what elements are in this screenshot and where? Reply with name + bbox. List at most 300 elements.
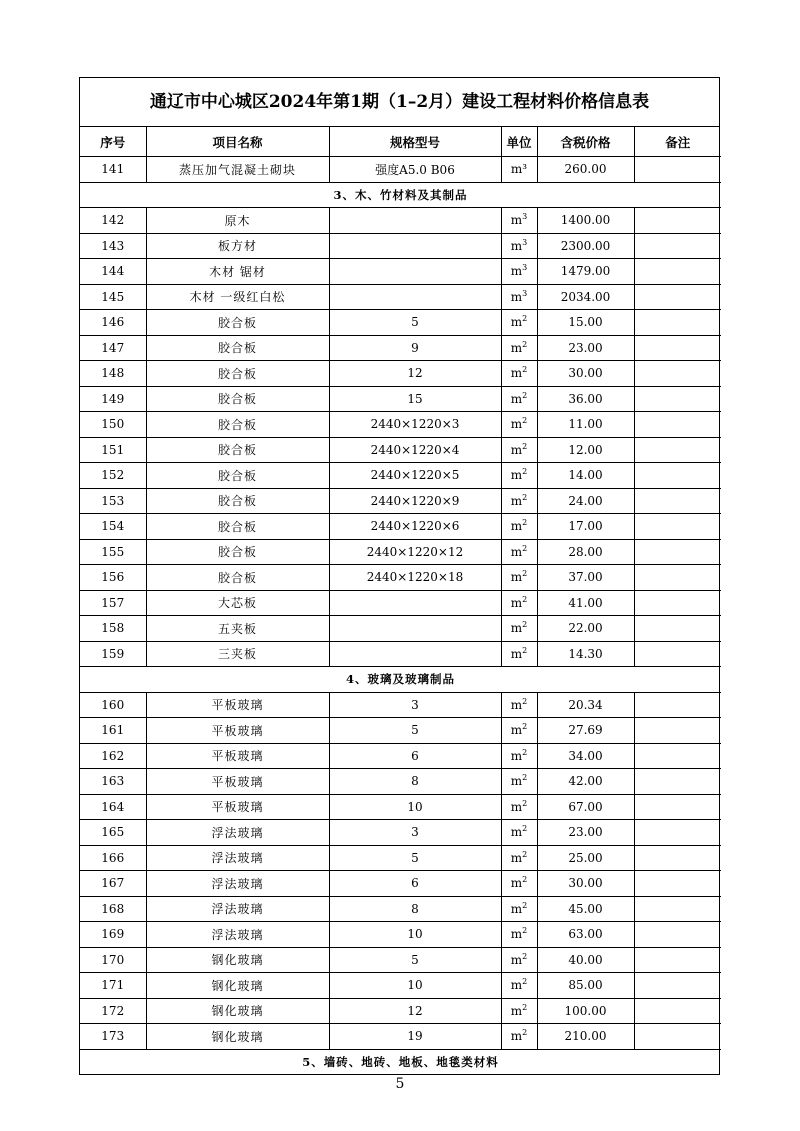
unit-exponent: 2 <box>522 441 528 451</box>
cell-spec: 3 <box>329 692 501 718</box>
cell-no: 146 <box>80 310 146 336</box>
cell-no: 165 <box>80 820 146 846</box>
unit-base: m <box>510 952 523 967</box>
cell-unit <box>501 896 537 922</box>
table-row <box>80 488 721 514</box>
cell-note <box>634 514 721 540</box>
cell-unit <box>501 208 537 234</box>
cell-spec: 6 <box>329 871 501 897</box>
cell-note <box>634 412 721 438</box>
unit-exponent: 2 <box>522 722 528 732</box>
cell-spec: 12 <box>329 998 501 1024</box>
unit-base: m <box>510 442 523 457</box>
cell-spec: 5 <box>329 845 501 871</box>
unit-exponent: 2 <box>522 518 528 528</box>
unit-exponent: 2 <box>522 977 528 987</box>
cell-unit <box>501 820 537 846</box>
cell-spec: 8 <box>329 769 501 795</box>
cell-name: 钢化玻璃 <box>146 973 329 999</box>
cell-spec <box>329 616 501 642</box>
table-row <box>80 463 721 489</box>
table-row <box>80 361 721 387</box>
table-row <box>80 386 721 412</box>
cell-price: 63.00 <box>537 922 634 948</box>
unit-exponent: 2 <box>522 416 528 426</box>
cell-unit <box>501 769 537 795</box>
cell-name: 钢化玻璃 <box>146 1024 329 1050</box>
unit-exponent: 3 <box>522 237 528 247</box>
cell-note <box>634 488 721 514</box>
cell-price: 1479.00 <box>537 259 634 285</box>
cell-name: 蒸压加气混凝土砌块 <box>146 157 329 183</box>
cell-name: 浮法玻璃 <box>146 922 329 948</box>
cell-name: 板方材 <box>146 233 329 259</box>
unit-base: m <box>510 748 523 763</box>
unit-base: m <box>510 876 523 891</box>
cell-spec: 19 <box>329 1024 501 1050</box>
cell-no: 143 <box>80 233 146 259</box>
cell-spec: 9 <box>329 335 501 361</box>
cell-spec: 10 <box>329 794 501 820</box>
cell-note <box>634 845 721 871</box>
cell-unit <box>501 845 537 871</box>
cell-name: 浮法玻璃 <box>146 871 329 897</box>
cell-spec: 2440×1220×6 <box>329 514 501 540</box>
cell-price: 1400.00 <box>537 208 634 234</box>
cell-price: 17.00 <box>537 514 634 540</box>
cell-name: 平板玻璃 <box>146 718 329 744</box>
cell-price: 24.00 <box>537 488 634 514</box>
cell-no: 170 <box>80 947 146 973</box>
table-row <box>80 641 721 667</box>
unit-base: m <box>510 799 523 814</box>
cell-price: 27.69 <box>537 718 634 744</box>
cell-no: 169 <box>80 922 146 948</box>
cell-unit <box>501 310 537 336</box>
cell-note <box>634 616 721 642</box>
unit-base: m <box>510 238 523 253</box>
cell-price: 2034.00 <box>537 284 634 310</box>
cell-note <box>634 947 721 973</box>
unit-exponent: 2 <box>522 849 528 859</box>
table-row <box>80 820 721 846</box>
unit-exponent: 2 <box>522 645 528 655</box>
table-row <box>80 794 721 820</box>
unit-exponent: 2 <box>522 390 528 400</box>
cell-price: 36.00 <box>537 386 634 412</box>
unit-exponent: 2 <box>522 569 528 579</box>
cell-name: 大芯板 <box>146 590 329 616</box>
cell-unit <box>501 641 537 667</box>
unit-base: m <box>510 289 523 304</box>
cell-no: 166 <box>80 845 146 871</box>
table-row <box>80 590 721 616</box>
cell-name: 浮法玻璃 <box>146 820 329 846</box>
cell-unit <box>501 973 537 999</box>
cell-note <box>634 692 721 718</box>
cell-price: 30.00 <box>537 361 634 387</box>
cell-name: 浮法玻璃 <box>146 896 329 922</box>
unit-base: m <box>510 391 523 406</box>
table-row <box>80 743 721 769</box>
unit-exponent: 2 <box>522 620 528 630</box>
unit-base: m <box>510 468 523 483</box>
cell-no: 150 <box>80 412 146 438</box>
cell-spec: 2440×1220×9 <box>329 488 501 514</box>
cell-note <box>634 361 721 387</box>
cell-no: 161 <box>80 718 146 744</box>
cell-price: 11.00 <box>537 412 634 438</box>
table-row <box>80 973 721 999</box>
cell-unit <box>501 514 537 540</box>
cell-name: 胶合板 <box>146 539 329 565</box>
cell-unit <box>501 718 537 744</box>
cell-unit <box>501 361 537 387</box>
unit-exponent: 2 <box>522 339 528 349</box>
cell-price: 23.00 <box>537 820 634 846</box>
cell-name: 胶合板 <box>146 514 329 540</box>
unit-base: m <box>510 723 523 738</box>
cell-note <box>634 820 721 846</box>
cell-note <box>634 284 721 310</box>
cell-spec: 2440×1220×3 <box>329 412 501 438</box>
price-table-sheet <box>79 77 720 1075</box>
unit-exponent: 2 <box>522 314 528 324</box>
table-row <box>80 947 721 973</box>
unit-base: m <box>510 927 523 942</box>
cell-price: 67.00 <box>537 794 634 820</box>
cell-note <box>634 310 721 336</box>
cell-price: 14.30 <box>537 641 634 667</box>
page-number: 5 <box>395 1076 405 1092</box>
cell-spec: 10 <box>329 922 501 948</box>
cell-unit <box>501 692 537 718</box>
cell-price: 34.00 <box>537 743 634 769</box>
cell-name: 胶合板 <box>146 310 329 336</box>
cell-name: 胶合板 <box>146 386 329 412</box>
cell-no: 162 <box>80 743 146 769</box>
header-name: 项目名称 <box>146 127 329 157</box>
unit-exponent: 2 <box>522 467 528 477</box>
table-row <box>80 845 721 871</box>
unit-exponent: 2 <box>522 492 528 502</box>
cell-unit <box>501 157 537 183</box>
section-row <box>80 182 721 208</box>
table-row <box>80 539 721 565</box>
cell-price: 12.00 <box>537 437 634 463</box>
unit-base: m <box>510 774 523 789</box>
cell-unit <box>501 335 537 361</box>
cell-price: 14.00 <box>537 463 634 489</box>
cell-name: 木材 锯材 <box>146 259 329 285</box>
cell-no: 156 <box>80 565 146 591</box>
header-spec: 规格型号 <box>329 127 501 157</box>
cell-unit <box>501 616 537 642</box>
cell-name: 钢化玻璃 <box>146 998 329 1024</box>
cell-name: 平板玻璃 <box>146 769 329 795</box>
cell-name: 胶合板 <box>146 437 329 463</box>
cell-price: 23.00 <box>537 335 634 361</box>
unit-base: m <box>510 621 523 636</box>
cell-note <box>634 157 721 183</box>
unit-base: m <box>510 544 523 559</box>
cell-spec: 6 <box>329 743 501 769</box>
cell-spec <box>329 590 501 616</box>
unit-base: m <box>510 978 523 993</box>
cell-no: 149 <box>80 386 146 412</box>
unit-exponent: 3 <box>522 212 528 222</box>
cell-price: 28.00 <box>537 539 634 565</box>
unit-exponent: 2 <box>522 926 528 936</box>
cell-name: 钢化玻璃 <box>146 947 329 973</box>
cell-price: 100.00 <box>537 998 634 1024</box>
cell-note <box>634 565 721 591</box>
table-row <box>80 412 721 438</box>
cell-price: 42.00 <box>537 769 634 795</box>
cell-note <box>634 259 721 285</box>
cell-spec: 15 <box>329 386 501 412</box>
table-row <box>80 692 721 718</box>
cell-unit <box>501 259 537 285</box>
cell-price: 15.00 <box>537 310 634 336</box>
header-price: 含税价格 <box>537 127 634 157</box>
cell-no: 173 <box>80 1024 146 1050</box>
cell-note <box>634 463 721 489</box>
unit-exponent: 3 <box>522 288 528 298</box>
cell-no: 157 <box>80 590 146 616</box>
unit-exponent: 2 <box>522 824 528 834</box>
unit-base: m <box>510 315 523 330</box>
cell-spec: 强度A5.0 B06 <box>329 157 501 183</box>
unit-base: m <box>510 340 523 355</box>
cell-no: 141 <box>80 157 146 183</box>
cell-no: 148 <box>80 361 146 387</box>
cell-note <box>634 794 721 820</box>
cell-price: 30.00 <box>537 871 634 897</box>
cell-price: 20.34 <box>537 692 634 718</box>
cell-spec <box>329 259 501 285</box>
unit-base: m <box>510 646 523 661</box>
section-heading: 5、墙砖、地砖、地板、地毯类材料 <box>80 1049 721 1074</box>
cell-name: 五夹板 <box>146 616 329 642</box>
cell-note <box>634 896 721 922</box>
cell-spec: 5 <box>329 947 501 973</box>
cell-spec: 2440×1220×4 <box>329 437 501 463</box>
cell-unit <box>501 284 537 310</box>
cell-spec: 8 <box>329 896 501 922</box>
unit-base: m <box>510 213 523 228</box>
table-row <box>80 718 721 744</box>
cell-note <box>634 233 721 259</box>
cell-price: 85.00 <box>537 973 634 999</box>
cell-no: 155 <box>80 539 146 565</box>
cell-note <box>634 718 721 744</box>
cell-unit <box>501 565 537 591</box>
cell-unit <box>501 412 537 438</box>
cell-name: 胶合板 <box>146 361 329 387</box>
cell-unit <box>501 488 537 514</box>
table-row <box>80 565 721 591</box>
cell-no: 145 <box>80 284 146 310</box>
unit-exponent: 2 <box>522 365 528 375</box>
unit-exponent: 3 <box>522 263 528 273</box>
unit-base: m <box>510 570 523 585</box>
cell-no: 164 <box>80 794 146 820</box>
table-row <box>80 871 721 897</box>
unit-base: m <box>510 901 523 916</box>
table-row <box>80 896 721 922</box>
table-row <box>80 233 721 259</box>
cell-price: 25.00 <box>537 845 634 871</box>
cell-price: 37.00 <box>537 565 634 591</box>
table-row <box>80 922 721 948</box>
header-note: 备注 <box>634 127 721 157</box>
cell-price: 45.00 <box>537 896 634 922</box>
section-row <box>80 667 721 693</box>
unit-base: m <box>510 417 523 432</box>
cell-unit <box>501 947 537 973</box>
cell-note <box>634 539 721 565</box>
cell-note <box>634 437 721 463</box>
cell-name: 三夹板 <box>146 641 329 667</box>
cell-price: 22.00 <box>537 616 634 642</box>
unit-exponent: 2 <box>522 594 528 604</box>
table-row <box>80 259 721 285</box>
cell-price: 210.00 <box>537 1024 634 1050</box>
unit-base: m <box>510 1003 523 1018</box>
unit-exponent: 2 <box>522 798 528 808</box>
cell-name: 浮法玻璃 <box>146 845 329 871</box>
cell-unit <box>501 743 537 769</box>
cell-no: 144 <box>80 259 146 285</box>
unit-exponent: 2 <box>522 773 528 783</box>
cell-unit <box>501 590 537 616</box>
cell-spec: 2440×1220×18 <box>329 565 501 591</box>
table-row <box>80 1024 721 1050</box>
cell-no: 158 <box>80 616 146 642</box>
table-row <box>80 208 721 234</box>
unit-exponent: 2 <box>522 900 528 910</box>
cell-spec: 12 <box>329 361 501 387</box>
unit-base: m <box>510 519 523 534</box>
cell-no: 159 <box>80 641 146 667</box>
cell-note <box>634 386 721 412</box>
cell-name: 平板玻璃 <box>146 794 329 820</box>
unit-base: m <box>510 264 523 279</box>
header-no: 序号 <box>80 127 146 157</box>
cell-unit <box>501 437 537 463</box>
cell-unit <box>501 998 537 1024</box>
cell-no: 172 <box>80 998 146 1024</box>
cell-unit <box>501 539 537 565</box>
cell-no: 147 <box>80 335 146 361</box>
table-row <box>80 998 721 1024</box>
table-row <box>80 616 721 642</box>
table-row <box>80 335 721 361</box>
cell-name: 原木 <box>146 208 329 234</box>
unit-exponent: 2 <box>522 543 528 553</box>
unit-base: m <box>510 697 523 712</box>
cell-no: 151 <box>80 437 146 463</box>
cell-spec <box>329 208 501 234</box>
cell-no: 142 <box>80 208 146 234</box>
unit-exponent: 2 <box>522 951 528 961</box>
cell-price: 41.00 <box>537 590 634 616</box>
table-row <box>80 157 721 183</box>
unit-base: m <box>510 1029 523 1044</box>
cell-spec <box>329 233 501 259</box>
unit-base: m <box>510 595 523 610</box>
unit-base: m <box>510 493 523 508</box>
cell-unit <box>501 233 537 259</box>
cell-unit <box>501 794 537 820</box>
cell-no: 171 <box>80 973 146 999</box>
cell-unit <box>501 871 537 897</box>
cell-name: 平板玻璃 <box>146 743 329 769</box>
table-row <box>80 514 721 540</box>
cell-spec <box>329 641 501 667</box>
cell-name: 胶合板 <box>146 488 329 514</box>
section-heading: 4、玻璃及玻璃制品 <box>80 667 721 693</box>
cell-no: 153 <box>80 488 146 514</box>
cell-name: 胶合板 <box>146 463 329 489</box>
cell-note <box>634 998 721 1024</box>
cell-spec: 5 <box>329 718 501 744</box>
cell-unit <box>501 386 537 412</box>
unit-base: m <box>510 825 523 840</box>
cell-note <box>634 871 721 897</box>
cell-spec: 5 <box>329 310 501 336</box>
unit-exponent: 2 <box>522 875 528 885</box>
unit-base: m <box>510 366 523 381</box>
cell-name: 木材 一级红白松 <box>146 284 329 310</box>
cell-no: 163 <box>80 769 146 795</box>
section-row <box>80 1049 721 1074</box>
cell-note <box>634 973 721 999</box>
cell-name: 平板玻璃 <box>146 692 329 718</box>
table-row <box>80 437 721 463</box>
cell-spec: 2440×1220×12 <box>329 539 501 565</box>
table-title: 通辽市中心城区2024年第1期（1–2月）建设工程材料价格信息表 <box>80 78 719 127</box>
table-body <box>80 157 721 1075</box>
cell-spec <box>329 284 501 310</box>
cell-spec: 10 <box>329 973 501 999</box>
cell-price: 260.00 <box>537 157 634 183</box>
cell-unit <box>501 922 537 948</box>
cell-no: 168 <box>80 896 146 922</box>
cell-no: 167 <box>80 871 146 897</box>
cell-spec: 3 <box>329 820 501 846</box>
cell-spec: 2440×1220×5 <box>329 463 501 489</box>
cell-note <box>634 1024 721 1050</box>
header-row <box>80 127 721 157</box>
cell-note <box>634 335 721 361</box>
cell-no: 160 <box>80 692 146 718</box>
cell-note <box>634 590 721 616</box>
cell-note <box>634 208 721 234</box>
cell-price: 2300.00 <box>537 233 634 259</box>
cell-note <box>634 922 721 948</box>
cell-unit <box>501 1024 537 1050</box>
cell-note <box>634 641 721 667</box>
price-table <box>80 127 721 1074</box>
cell-note <box>634 743 721 769</box>
section-heading: 3、木、竹材料及其制品 <box>80 182 721 208</box>
cell-name: 胶合板 <box>146 335 329 361</box>
unit-exponent: 2 <box>522 1002 528 1012</box>
unit-exponent: 2 <box>522 1028 528 1038</box>
cell-price: 40.00 <box>537 947 634 973</box>
